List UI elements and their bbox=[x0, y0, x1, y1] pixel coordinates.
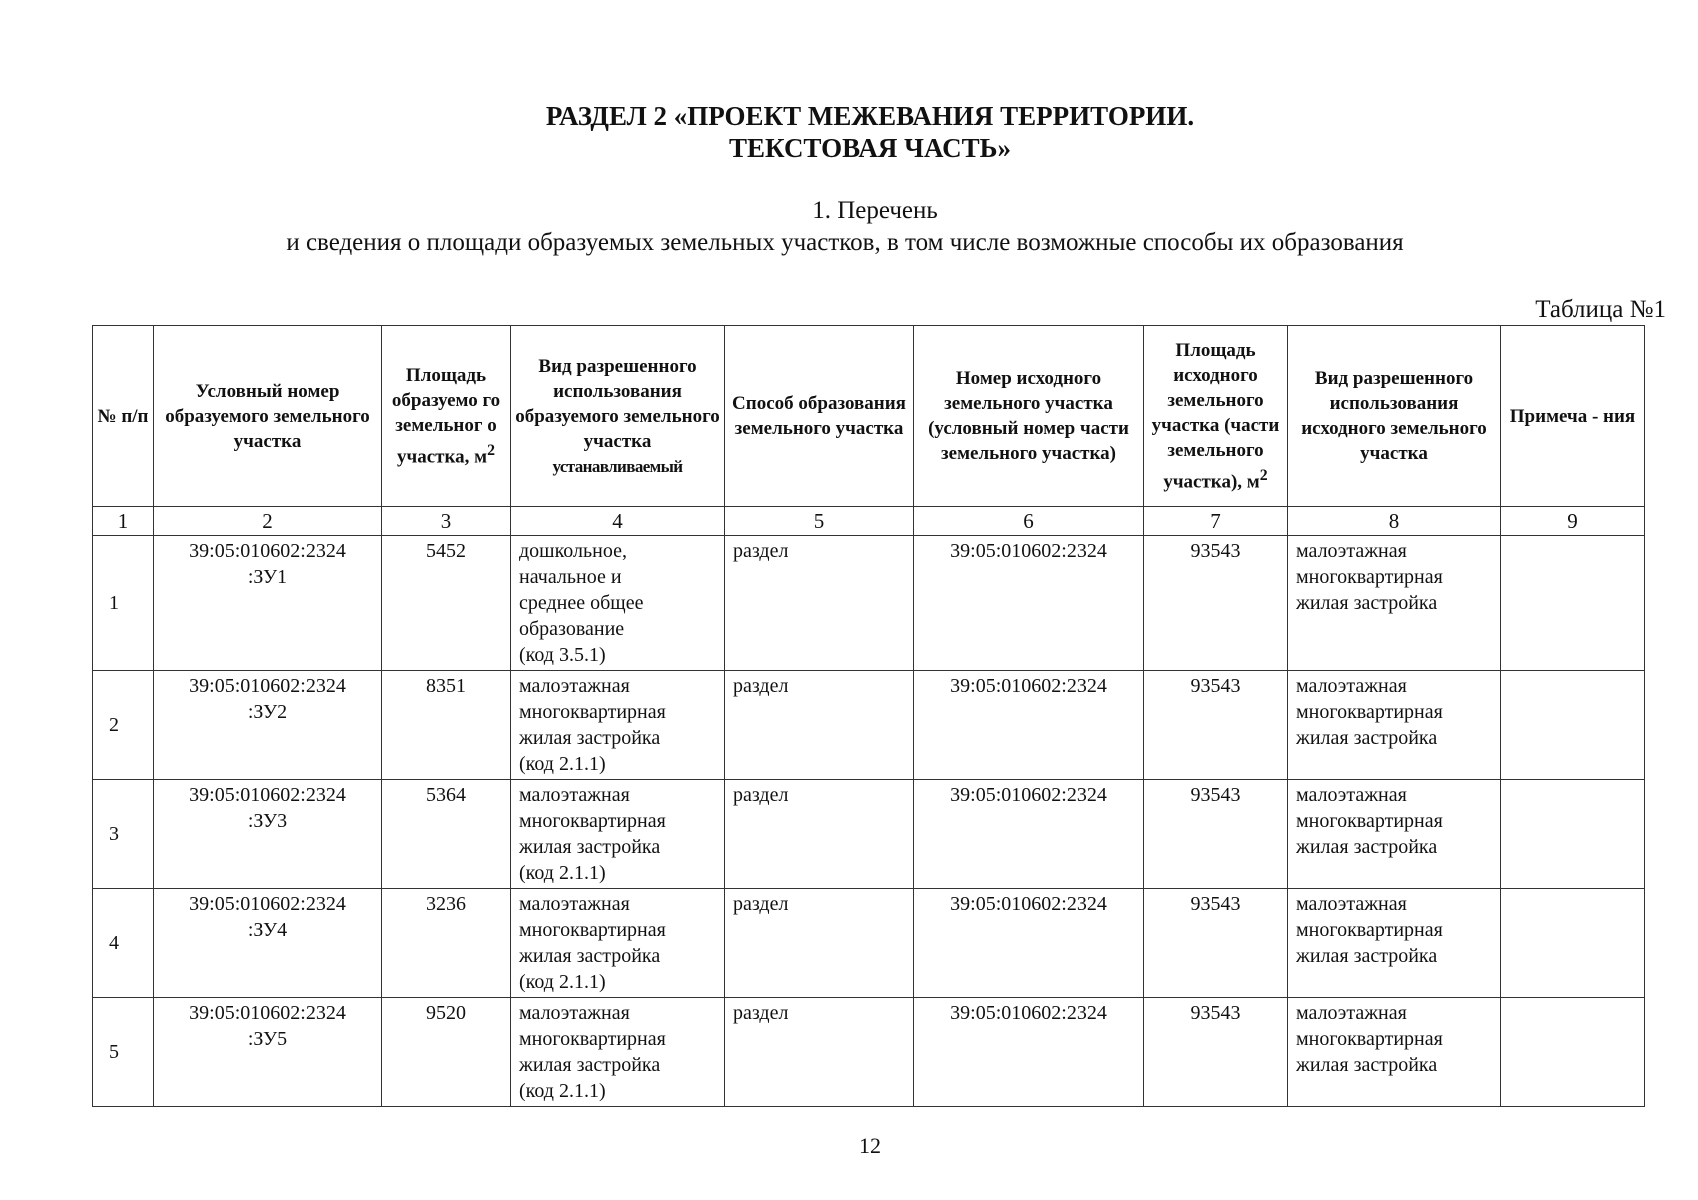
cell-formation-method: раздел bbox=[725, 536, 914, 671]
header-index: № п/п bbox=[93, 326, 154, 507]
source-use-line: жилая застройка bbox=[1296, 945, 1438, 967]
cell-source-area: 93543 bbox=[1144, 998, 1288, 1107]
source-use-line: жилая застройка bbox=[1296, 836, 1438, 858]
table-row bbox=[93, 780, 1645, 889]
table-row bbox=[93, 889, 1645, 998]
document-title-line-2: ТЕКСТОВАЯ ЧАСТЬ» bbox=[729, 133, 1011, 163]
plot-conditional-suffix: :ЗУ3 bbox=[247, 810, 288, 832]
source-use-line: малоэтажная bbox=[1296, 784, 1407, 806]
section-subtitle bbox=[0, 195, 1690, 259]
plot-cadastral-number: 39:05:010602:2324 bbox=[189, 1002, 346, 1024]
permitted-use-line: многоквартирная bbox=[519, 1028, 666, 1050]
header-plot-area: Площадь образуемо го земельног о участка, $м^2$ bbox=[382, 326, 511, 507]
source-use-line: жилая застройка bbox=[1296, 592, 1438, 614]
source-use-line: многоквартирная bbox=[1296, 566, 1443, 588]
permitted-use-line: малоэтажная bbox=[519, 893, 630, 915]
permitted-use-line: образование bbox=[519, 618, 625, 640]
column-number: 6 bbox=[914, 507, 1144, 536]
cell-plot-area: 8351 bbox=[382, 671, 511, 780]
cell-plot-number bbox=[154, 780, 382, 889]
cell-source-area: 93543 bbox=[1144, 536, 1288, 671]
permitted-use-line: малоэтажная bbox=[519, 784, 630, 806]
source-use-line: многоквартирная bbox=[1296, 1028, 1443, 1050]
column-number: 4 bbox=[511, 507, 725, 536]
header-formation-method: Способ образования земельного участка bbox=[725, 326, 914, 507]
subtitle-line-1: 1. Перечень bbox=[812, 197, 938, 224]
source-use-line: жилая застройка bbox=[1296, 1054, 1438, 1076]
cell-plot-area: 9520 bbox=[382, 998, 511, 1107]
permitted-use-line: жилая застройка bbox=[519, 836, 661, 858]
cell-source-number: 39:05:010602:2324 bbox=[914, 889, 1144, 998]
permitted-use-line: многоквартирная bbox=[519, 701, 666, 723]
column-number: 9 bbox=[1501, 507, 1645, 536]
permitted-use-line: среднее общее bbox=[519, 592, 644, 614]
source-use-line: малоэтажная bbox=[1296, 893, 1407, 915]
header-plot-area-unit-sup: 2 bbox=[487, 441, 495, 459]
cell-source-number: 39:05:010602:2324 bbox=[914, 998, 1144, 1107]
subtitle-line-2: и сведения о площади образуемых земельных участков, в том числе возможные способы их образования bbox=[286, 229, 1404, 256]
plot-cadastral-number: 39:05:010602:2324 bbox=[189, 540, 346, 562]
table-row bbox=[93, 998, 1645, 1107]
permitted-use-line: начальное и bbox=[519, 566, 622, 588]
source-use-line: многоквартирная bbox=[1296, 810, 1443, 832]
header-source-area-unit-sup: 2 bbox=[1259, 466, 1268, 484]
permitted-use-line: малоэтажная bbox=[519, 675, 630, 697]
column-number: 1 bbox=[93, 507, 154, 536]
header-source-area: Площадь исходного земельного участка (части земельного участка), $м^2$ bbox=[1144, 326, 1288, 507]
cell-source-use bbox=[1288, 671, 1501, 780]
column-number: 5 bbox=[725, 507, 914, 536]
table-row bbox=[93, 536, 1645, 671]
document-title bbox=[0, 100, 1698, 164]
cell-source-area: 93543 bbox=[1144, 780, 1288, 889]
cell-source-use bbox=[1288, 780, 1501, 889]
permitted-use-line: жилая застройка bbox=[519, 1054, 661, 1076]
cell-plot-number bbox=[154, 998, 382, 1107]
permitted-use-line: (код 2.1.1) bbox=[519, 862, 606, 884]
cell-notes bbox=[1501, 998, 1645, 1107]
cell-plot-area: 5452 bbox=[382, 536, 511, 671]
cell-permitted-use bbox=[511, 998, 725, 1107]
cell-notes bbox=[1501, 889, 1645, 998]
header-notes: Примеча - ния bbox=[1501, 326, 1645, 507]
plot-conditional-suffix: :ЗУ5 bbox=[247, 1028, 288, 1050]
permitted-use-line: многоквартирная bbox=[519, 810, 666, 832]
column-number: 3 bbox=[382, 507, 511, 536]
column-number: 2 bbox=[154, 507, 382, 536]
header-plot-number: Условный номер образуемого земельного участка bbox=[154, 326, 382, 507]
cell-index: 5 bbox=[93, 998, 154, 1107]
cell-index: 4 bbox=[93, 889, 154, 998]
cell-index: 1 bbox=[93, 536, 154, 671]
cell-source-number: 39:05:010602:2324 bbox=[914, 780, 1144, 889]
cell-source-area: 93543 bbox=[1144, 889, 1288, 998]
cell-permitted-use bbox=[511, 536, 725, 671]
cell-plot-number bbox=[154, 671, 382, 780]
cell-plot-area: 3236 bbox=[382, 889, 511, 998]
permitted-use-line: (код 2.1.1) bbox=[519, 1080, 606, 1102]
cell-permitted-use bbox=[511, 889, 725, 998]
header-permitted-use-set: устанавливаемый bbox=[552, 456, 683, 476]
plot-cadastral-number: 39:05:010602:2324 bbox=[189, 784, 346, 806]
cell-formation-method: раздел bbox=[725, 998, 914, 1107]
cell-formation-method: раздел bbox=[725, 780, 914, 889]
column-number: 7 bbox=[1144, 507, 1288, 536]
cell-index: 2 bbox=[93, 671, 154, 780]
header-permitted-use: Вид разрешенного использования образуемого земельного участка устанавливаемый bbox=[511, 326, 725, 507]
permitted-use-line: дошкольное, bbox=[519, 540, 627, 562]
cell-source-use bbox=[1288, 998, 1501, 1107]
plot-conditional-suffix: :ЗУ1 bbox=[247, 566, 288, 588]
permitted-use-line: (код 3.5.1) bbox=[519, 644, 606, 666]
permitted-use-line: жилая застройка bbox=[519, 945, 661, 967]
cell-notes bbox=[1501, 780, 1645, 889]
cell-formation-method: раздел bbox=[725, 889, 914, 998]
table-row bbox=[93, 671, 1645, 780]
land-plots-table bbox=[92, 325, 1645, 1107]
cell-notes bbox=[1501, 671, 1645, 780]
source-use-line: малоэтажная bbox=[1296, 1002, 1407, 1024]
cell-source-area: 93543 bbox=[1144, 671, 1288, 780]
column-number: 8 bbox=[1288, 507, 1501, 536]
cell-source-number: 39:05:010602:2324 bbox=[914, 536, 1144, 671]
cell-source-number: 39:05:010602:2324 bbox=[914, 671, 1144, 780]
source-use-line: многоквартирная bbox=[1296, 919, 1443, 941]
table-body bbox=[93, 536, 1645, 1107]
permitted-use-line: многоквартирная bbox=[519, 919, 666, 941]
source-use-line: жилая застройка bbox=[1296, 727, 1438, 749]
source-use-line: многоквартирная bbox=[1296, 701, 1443, 723]
cell-permitted-use bbox=[511, 780, 725, 889]
plot-cadastral-number: 39:05:010602:2324 bbox=[189, 675, 346, 697]
cell-formation-method: раздел bbox=[725, 671, 914, 780]
header-source-use: Вид разрешенного использования исходного земельного участка bbox=[1288, 326, 1501, 507]
header-source-number: Номер исходного земельного участка (условный номер части земельного участка) bbox=[914, 326, 1144, 507]
permitted-use-line: (код 2.1.1) bbox=[519, 971, 606, 993]
table-header-row bbox=[93, 326, 1645, 507]
cell-source-use bbox=[1288, 536, 1501, 671]
permitted-use-line: (код 2.1.1) bbox=[519, 753, 606, 775]
permitted-use-line: малоэтажная bbox=[519, 1002, 630, 1024]
cell-index: 3 bbox=[93, 780, 154, 889]
page-number: 12 bbox=[859, 1133, 881, 1158]
cell-notes bbox=[1501, 536, 1645, 671]
source-use-line: малоэтажная bbox=[1296, 540, 1407, 562]
table-label: Таблица №1 bbox=[1535, 296, 1666, 323]
cell-plot-area: 5364 bbox=[382, 780, 511, 889]
plot-cadastral-number: 39:05:010602:2324 bbox=[189, 893, 346, 915]
cell-plot-number bbox=[154, 889, 382, 998]
plot-conditional-suffix: :ЗУ4 bbox=[247, 919, 288, 941]
column-number-row bbox=[93, 507, 1645, 536]
document-title-line-1: РАЗДЕЛ 2 «ПРОЕКТ МЕЖЕВАНИЯ ТЕРРИТОРИИ. bbox=[545, 101, 1195, 131]
cell-source-use bbox=[1288, 889, 1501, 998]
cell-permitted-use bbox=[511, 671, 725, 780]
cell-plot-number bbox=[154, 536, 382, 671]
plot-conditional-suffix: :ЗУ2 bbox=[247, 701, 288, 723]
permitted-use-line: жилая застройка bbox=[519, 727, 661, 749]
source-use-line: малоэтажная bbox=[1296, 675, 1407, 697]
